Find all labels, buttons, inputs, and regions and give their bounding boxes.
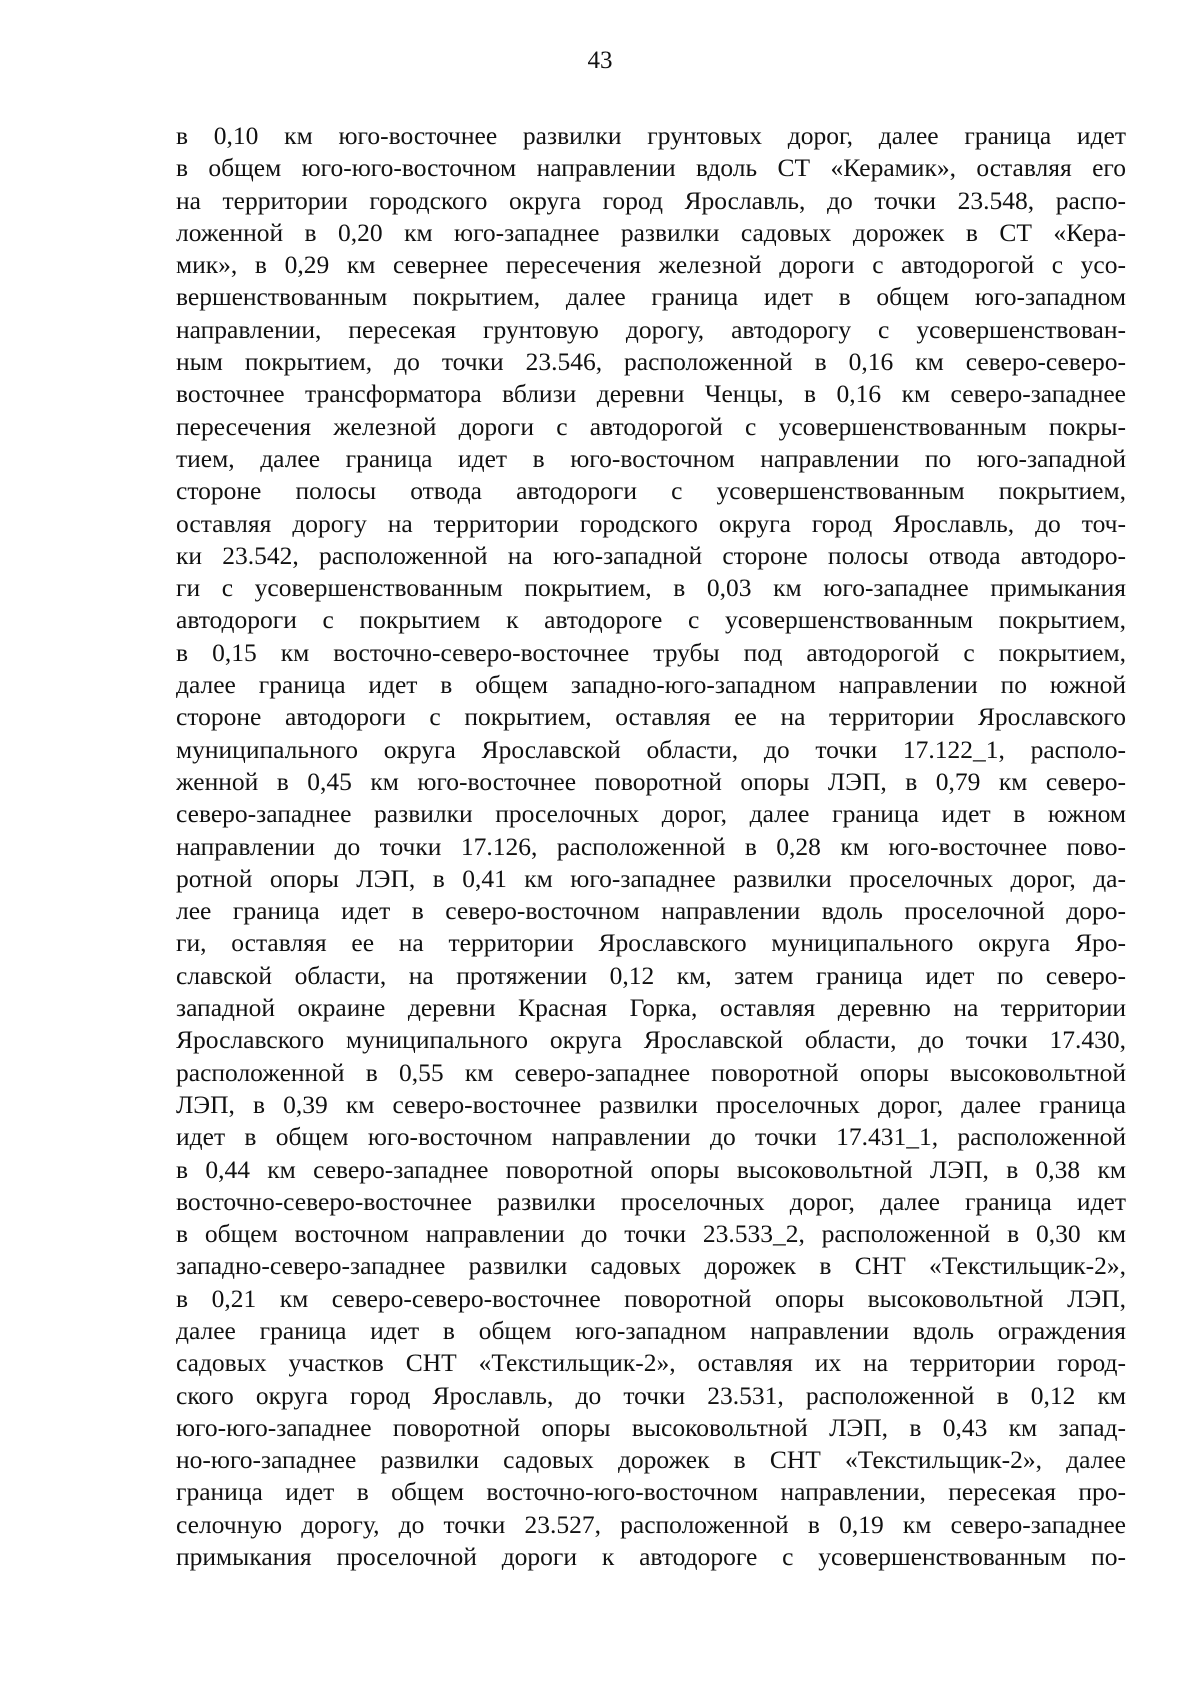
text-line: восточнее трансформатора вблизи деревни Ченцы, в 0,16 км северо-западнее — [176, 379, 1126, 409]
text-line: муниципального округа Ярославской области, до точки 17.122_1, располо- — [176, 734, 1126, 764]
text-line: оставляя дорогу на территории городского округа город Ярославль, до точ- — [176, 508, 1126, 538]
text-line: далее граница идет в общем юго-западном направлении вдоль ограждения — [176, 1315, 1126, 1345]
text-line: в 0,21 км северо-северо-восточнее поворотной опоры высоковольтной ЛЭП, — [176, 1283, 1126, 1313]
text-line: западной окраине деревни Красная Горка, оставляя деревню на территории — [176, 993, 1126, 1023]
body-text — [176, 120, 1126, 1573]
text-line: в общем юго-юго-восточном направлении вдоль СТ «Керамик», оставляя его — [176, 153, 1126, 183]
text-line: северо-западнее развилки проселочных дорог, далее граница идет в южном — [176, 799, 1126, 829]
text-line: в 0,15 км восточно-северо-восточнее трубы под автодорогой с покрытием, — [176, 637, 1126, 667]
text-line: Ярославского муниципального округа Ярославской области, до точки 17.430, — [176, 1025, 1126, 1055]
text-line: юго-юго-западнее поворотной опоры высоковольтной ЛЭП, в 0,43 км запад- — [176, 1412, 1126, 1442]
text-line: на территории городского округа город Ярославль, до точки 23.548, распо- — [176, 185, 1126, 215]
text-line: тием, далее граница идет в юго-восточном направлении по юго-западной — [176, 443, 1126, 473]
text-line: далее граница идет в общем западно-юго-западном направлении по южной — [176, 670, 1126, 700]
text-line: ского округа город Ярославль, до точки 23.531, расположенной в 0,12 км — [176, 1380, 1126, 1410]
text-line: стороне автодороги с покрытием, оставляя ее на территории Ярославского — [176, 702, 1126, 732]
text-line: в 0,10 км юго-восточнее развилки грунтовых дорог, далее граница идет — [176, 121, 1126, 150]
text-line: ки 23.542, расположенной на юго-западной стороне полосы отвода автодоро- — [176, 540, 1126, 570]
text-line: примыкания проселочной дороги к автодороге с усовершенствованным по- — [176, 1542, 1126, 1572]
text-line: пересечения железной дороги с автодорогой с усовершенствованным покры- — [176, 411, 1126, 441]
text-line: славской области, на протяжении 0,12 км, затем граница идет по северо- — [176, 960, 1126, 990]
text-line: селочную дорогу, до точки 23.527, расположенной в 0,19 км северо-западнее — [176, 1509, 1126, 1539]
text-line: ложенной в 0,20 км юго-западнее развилки садовых дорожек в СТ «Кера- — [176, 217, 1126, 247]
text-line: расположенной в 0,55 км северо-западнее поворотной опоры высоковольтной — [176, 1057, 1126, 1087]
text-line: восточно-северо-восточнее развилки проселочных дорог, далее граница идет — [176, 1186, 1126, 1216]
text-line: ги с усовершенствованным покрытием, в 0,03 км юго-западнее примыкания — [176, 573, 1126, 603]
text-line: ЛЭП, в 0,39 км северо-восточнее развилки проселочных дорог, далее граница — [176, 1089, 1126, 1119]
text-line: автодороги с покрытием к автодороге с усовершенствованным покрытием, — [176, 605, 1126, 635]
text-line: женной в 0,45 км юго-восточнее поворотной опоры ЛЭП, в 0,79 км северо- — [176, 766, 1126, 796]
text-line: вершенствованным покрытием, далее граница идет в общем юго-западном — [176, 282, 1126, 312]
text-line: западно-северо-западнее развилки садовых дорожек в СНТ «Текстильщик-2», — [176, 1251, 1126, 1281]
text-line: в общем восточном направлении до точки 23.533_2, расположенной в 0,30 км — [176, 1219, 1126, 1249]
text-line: лее граница идет в северо-восточном направлении вдоль проселочной доро- — [176, 896, 1126, 926]
text-line: идет в общем юго-восточном направлении до точки 17.431_1, расположенной — [176, 1122, 1126, 1152]
text-line: направлении, пересекая грунтовую дорогу, автодорогу с усовершенствован- — [176, 314, 1126, 344]
text-line: ротной опоры ЛЭП, в 0,41 км юго-западнее развилки проселочных дорог, да- — [176, 863, 1126, 893]
text-line: стороне полосы отвода автодороги с усовершенствованным покрытием, — [176, 476, 1126, 506]
text-line: ным покрытием, до точки 23.546, расположенной в 0,16 км северо-северо- — [176, 347, 1126, 377]
text-line: направлении до точки 17.126, расположенной в 0,28 км юго-восточнее пово- — [176, 831, 1126, 861]
text-line: в 0,44 км северо-западнее поворотной опоры высоковольтной ЛЭП, в 0,38 км — [176, 1154, 1126, 1184]
text-line: но-юго-западнее развилки садовых дорожек в СНТ «Текстильщик-2», далее — [176, 1445, 1126, 1475]
page-number: 43 — [587, 47, 613, 74]
text-line: ги, оставляя ее на территории Ярославского муниципального округа Яро- — [176, 928, 1126, 958]
text-line: мик», в 0,29 км севернее пересечения железной дороги с автодорогой с усо- — [176, 250, 1126, 280]
text-line: садовых участков СНТ «Текстильщик-2», оставляя их на территории город- — [176, 1348, 1126, 1378]
text-line: граница идет в общем восточно-юго-восточном направлении, пересекая про- — [176, 1477, 1126, 1507]
